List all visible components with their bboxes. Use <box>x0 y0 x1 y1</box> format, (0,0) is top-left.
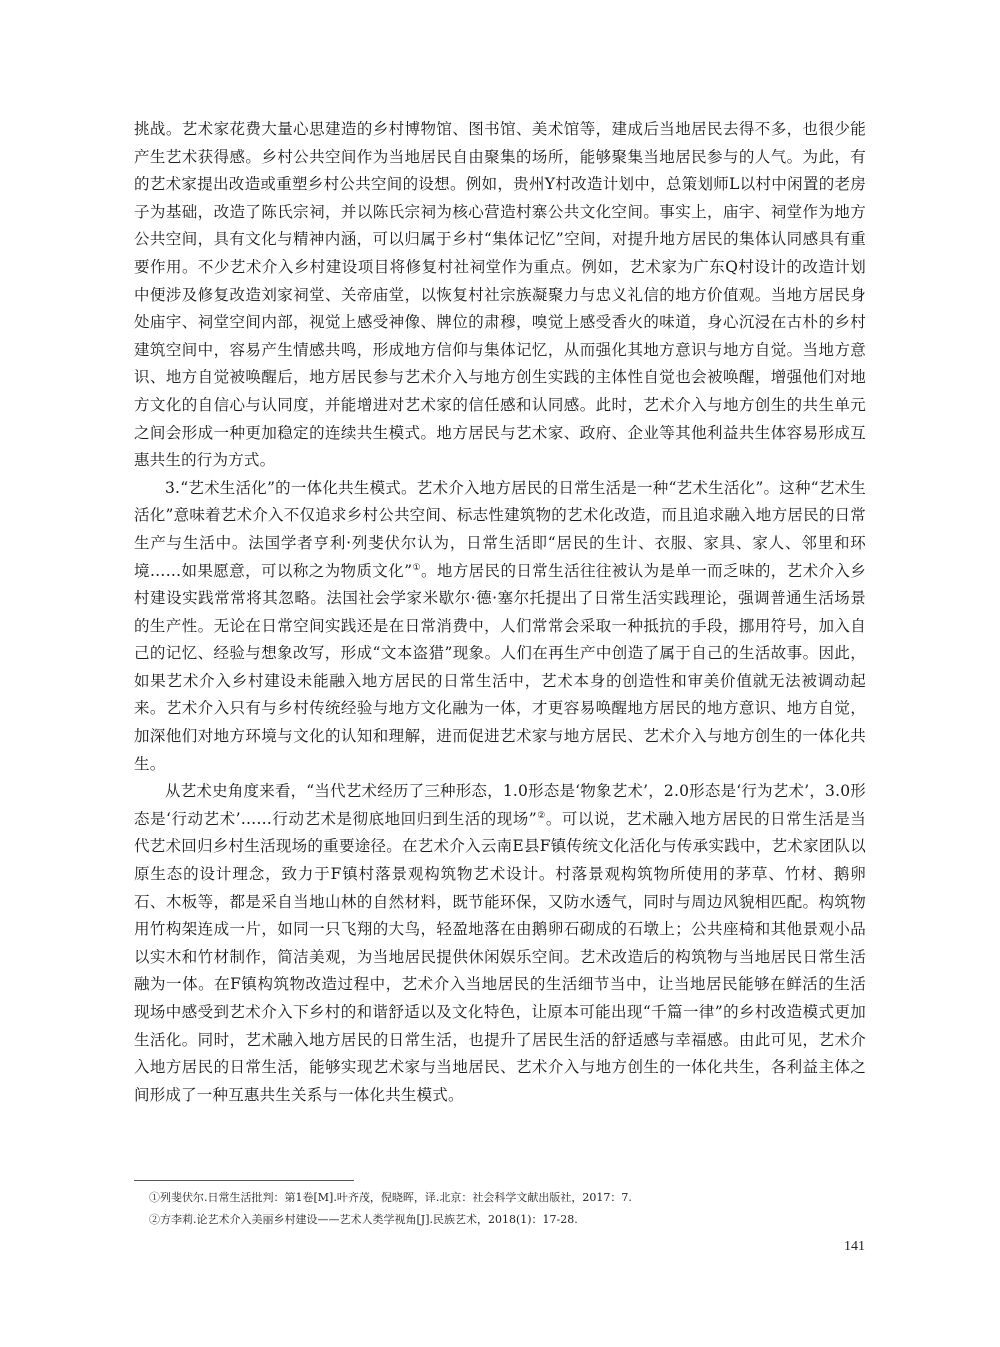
paragraph-3 <box>134 778 866 1109</box>
paragraph-2-text: 3.“艺术生活化”的一体化共生模式。艺术介入地方居民的日常生活是一种“艺术生活化”。这种“艺术生活化”意味着艺术介入不仅追求乡村公共空间、标志性建筑物的艺术化改造，而且追求融入地方居民的日常生产与生活中。法国学者亨利·列斐伏尔认为，日常生活即“居民的生计、衣服、家具、家人、邻里和环境……如果愿意，可以称之为物质文化” <box>134 478 866 580</box>
footnote-1: ①列斐伏尔.日常生活批判：第1卷[M].叶齐茂，倪晓晖，译.北京：社会科学文献出版社，2017：7. <box>149 1191 632 1204</box>
footnote-ref-2[interactable]: ② <box>536 810 546 821</box>
page-number: 141 <box>844 1239 865 1254</box>
footnote-divider <box>134 1180 354 1181</box>
paragraph-3-text-cont: 。可以说，艺术融入地方居民的日常生活是当代艺术回归乡村生活现场的重要途径。在艺术介入云南E县F镇传统文化活化与传承实践中，艺术家团队以原生态的设计理念，致力于F镇村落景观构筑物艺术设计。村落景观构筑物所使用的茅草、竹材、鹅卵石、木板等，都是采自当地山林的自然材料，既节能环保，又防水透气，同时与周边风貌相匹配。构筑物用竹构架连成一片，如同一只飞翔的大鸟，轻盈地落在由鹅卵石砌成的石墩上；公共座椅和其他景观小品以实木和竹材制作，简洁美观，为当地居民提供休闲娱乐空间。艺术改造后的构筑物与当地居民日常生活融为一体。在F镇构筑物改造过程中，艺术介入当地居民的生活细节当中，让当地居民能够在鲜活的生活现场中感受到艺术介入下乡村的和谐舒适以及文化特色，让原本可能出现“千篇一律”的乡村改造模式更加生活化。同时，艺术融入地方居民的日常生活，也提升了居民生活的舒适感与幸福感。由此可见，艺术介入地方居民的日常生活，能够实现艺术家与当地居民、艺术介入与地方创生的一体化共生，各利益主体之间形成了一种互惠共生关系与一体化共生模式。 <box>134 809 866 1104</box>
footnotes <box>149 1187 866 1231</box>
paragraph-1 <box>134 116 866 475</box>
article-body <box>134 116 866 1109</box>
footnote-2: ②方李莉.论艺术介入美丽乡村建设——艺术人类学视角[J].民族艺术，2018(1)：17-28. <box>149 1213 578 1226</box>
paragraph-3-text: 从艺术史角度来看，“当代艺术经历了三种形态，1.0形态是‘物象艺术’，2.0形态是‘行为艺术’，3.0形态是‘行动艺术’……行动艺术是彻底地回归到生活的现场” <box>134 782 866 828</box>
footnote-ref-1[interactable]: ① <box>412 562 421 573</box>
paragraph-2 <box>134 475 866 779</box>
paragraph-1-text: 挑战。艺术家花费大量心思建造的乡村博物馆、图书馆、美术馆等，建成后当地居民去得不多，也很少能产生艺术获得感。乡村公共空间作为当地居民自由聚集的场所，能够聚集当地居民参与的人气。为此，有的艺术家提出改造或重塑乡村公共空间的设想。例如，贵州Y村改造计划中，总策划师L以村中闲置的老房子为基础，改造了陈氏宗祠，并以陈氏宗祠为核心营造村寨公共文化空间。事实上，庙宇、祠堂作为地方公共空间，具有文化与精神内涵，可以归属于乡村“集体记忆”空间，对提升地方居民的集体认同感具有重要作用。不少艺术介入乡村建设项目将修复村社祠堂作为重点。例如，艺术家为广东Q村设计的改造计划中便涉及修复改造刘家祠堂、关帝庙堂，以恢复村社宗族凝聚力与忠义礼信的地方价值观。当地方居民身处庙宇、祠堂空间内部，视觉上感受神像、牌位的肃穆，嗅觉上感受香火的味道，身心沉浸在古朴的乡村建筑空间中，容易产生情感共鸣，形成地方信仰与集体记忆，从而强化其地方意识与地方自觉。当地方意识、地方自觉被唤醒后，地方居民参与艺术介入与地方创生实践的主体性自觉也会被唤醒，增强他们对地方文化的自信心与认同度，并能增进对艺术家的信任感和认同感。此时，艺术介入与地方创生的共生单元之间会形成一种更加稳定的连续共生模式。地方居民与艺术家、政府、企业等其他利益共生体容易形成互惠共生的行为方式。 <box>134 120 866 470</box>
paragraph-2-text-cont: 。地方居民的日常生活往往被认为是单一而乏味的，艺术介入乡村建设实践常常将其忽略。法国社会学家米歇尔·德·塞尔托提出了日常生活实践理论，强调普通生活场景的生产性。无论在日常空间实践还是在日常消费中，人们常常会采取一种抵抗的手段，挪用符号，加入自己的记忆、经验与想象改写，形成“文本盗猎”现象。人们在再生产中创造了属于自己的生活故事。因此，如果艺术介入乡村建设未能融入地方居民的日常生活中，艺术本身的创造性和审美价值就无法被调动起来。艺术介入只有与乡村传统经验与地方文化融为一体，才更容易唤醒地方居民的地方意识、地方自觉，加深他们对地方环境与文化的认知和理解，进而促进艺术家与地方居民、艺术介入与地方创生的一体化共生。 <box>134 561 866 773</box>
